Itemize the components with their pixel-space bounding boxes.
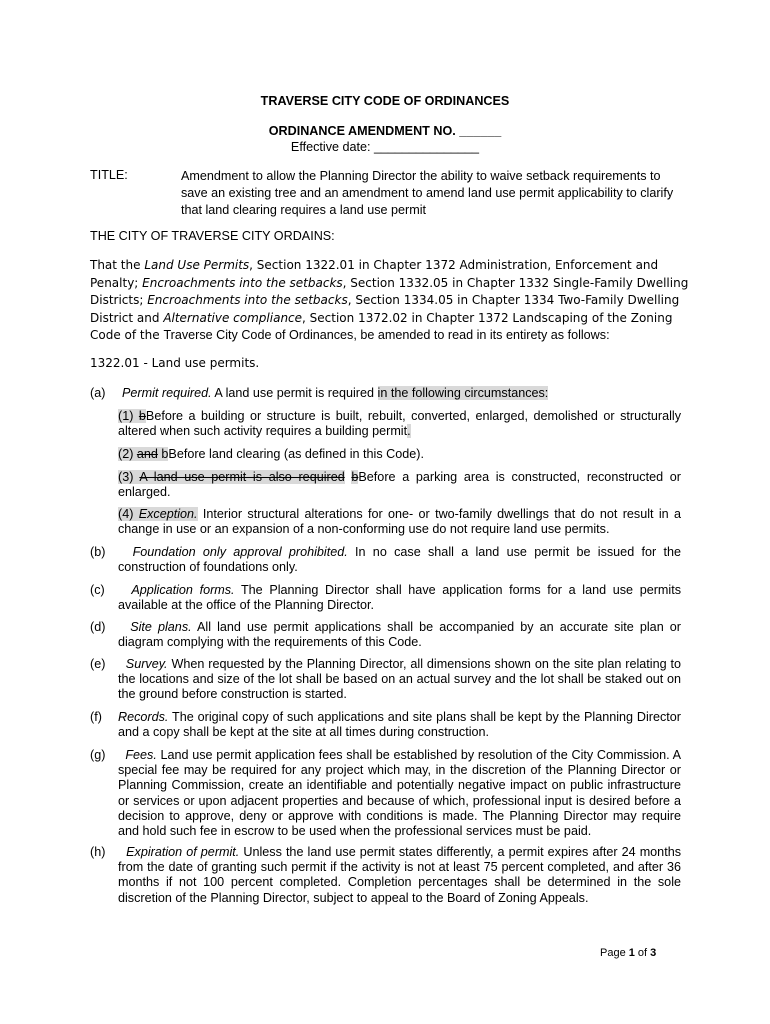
- item-number: (3): [118, 470, 140, 484]
- subsection-body: [118, 845, 681, 906]
- intro-text-1: That the: [90, 258, 145, 272]
- struck-text: b: [138, 409, 146, 423]
- subsection-title: Application forms.: [131, 583, 235, 597]
- highlighted-text: b: [157, 447, 169, 461]
- item-3: [118, 470, 681, 500]
- intro-paragraph: [90, 257, 690, 345]
- page-word: Page: [600, 947, 629, 959]
- item-number: (4): [118, 507, 139, 521]
- intro-text-3: , Section 1332.05 in Chapter 1332 Single-Family Dwelling Districts;: [90, 275, 689, 307]
- intro-italic-1: Land Use Permits: [144, 258, 250, 272]
- subsection-title: Permit required.: [122, 386, 212, 400]
- subsection-letter: (g): [90, 748, 106, 762]
- subsection-text: When requested by the Planning Director, all dimensions shown on the site plan relating to the locations and size of the lot shall be based on an actual survey and the lot shall be staked out on the ground before construction is started.: [118, 657, 682, 702]
- subsection-text: The original copy of such applications and site plans shall be kept by the Planning Director and a copy shall be kept at the site at all times during construction.: [118, 710, 681, 740]
- item-number: (2): [118, 447, 137, 461]
- subsection-text: A land use permit is required: [211, 386, 378, 400]
- item-text: Interior structural alterations for one- or two-family dwellings that do not result in a change in use or an expansion of a non-conforming use do not require land use permits.: [118, 507, 682, 537]
- subsection-title: Expiration of permit.: [126, 845, 240, 859]
- highlighted-text: .: [407, 424, 411, 439]
- subsection-letter: (h): [90, 845, 106, 859]
- subsection-text: In no case shall a land use permit be issued for the construction of foundations only.: [118, 545, 681, 575]
- struck-text: A land use permit is also required: [139, 470, 345, 484]
- subsection-title: Records.: [118, 710, 169, 724]
- subsection-body: [122, 386, 685, 401]
- intro-text-6: Traverse City Code of Ordinances, be amended to read in its entirety as follows:: [163, 328, 610, 342]
- struck-text: b: [351, 470, 359, 484]
- intro-italic-3: Encroachments into the setbacks: [147, 293, 348, 307]
- subsection-text: All land use permit applications shall be accompanied by an accurate site plan or diagram complying with the requirements of this Code.: [118, 620, 681, 650]
- subsection-text: Land use permit application fees shall be established by resolution of the City Commission. A special fee may be required for any project which may, in the discretion of the Planning Director or Planning Commission, create an identifiable and potentially negative impact on public infrastructure or services or upon adjacent properties and because of which, professional input is desired before a decision to approve, deny or approve with conditions is made. The Planning Director may require and hold such fee in escrow to be used when the professional services must be paid.: [118, 748, 681, 839]
- item-4: [118, 507, 681, 537]
- subsection-title: Survey.: [125, 657, 168, 671]
- intro-text-4: , Section 1334.05 in Chapter 1334 Two-Family Dwelling District and: [90, 293, 680, 325]
- of-word: of: [634, 947, 651, 959]
- highlighted-text: in the following circumstances:: [377, 386, 549, 400]
- subsection-letter: (c): [90, 583, 105, 597]
- subsection-letter: (e): [90, 657, 106, 671]
- subsection-letter: (a): [90, 386, 106, 400]
- exception-title: Exception.: [138, 507, 198, 521]
- subsection-body: [118, 748, 681, 839]
- item-2: [118, 447, 681, 462]
- subsection-text: The Planning Director shall have application forms for a land use permits available at the office of the Planning Director.: [118, 583, 681, 613]
- ordains-statement: THE CITY OF TRAVERSE CITY ORDAINS:: [90, 229, 335, 243]
- subsection-body: [118, 710, 681, 740]
- subsection-text: Unless the land use permit states differently, a permit expires after 24 months from the date of granting such permit if the activity is not at least 75 percent completed, and after 36 months if not 100 percent completed. Completion percentages shall be determined in the sole discretion of the Planning Director, subject to appeal to the Board of Zoning Appeals.: [118, 845, 681, 905]
- intro-italic-4: Alternative compliance: [163, 310, 303, 325]
- item-text: Before a building or structure is built, rebuilt, converted, enlarged, demolished or structurally altered when such activity requires a building permit: [118, 409, 682, 439]
- title-label: TITLE:: [90, 168, 128, 182]
- subsection-title: Site plans.: [130, 620, 192, 634]
- subsection-body: [118, 620, 681, 650]
- struck-text: and: [136, 447, 158, 461]
- subsection-title: Fees.: [125, 748, 157, 762]
- subsection-letter: (b): [90, 545, 106, 559]
- intro-text-5: , Section 1372.02 in Chapter 1372 Landscaping of the Zoning Code of the: [90, 310, 673, 342]
- intro-italic-2: Encroachments into the setbacks: [142, 275, 343, 290]
- amendment-number: ORDINANCE AMENDMENT NO. ______: [268, 124, 502, 138]
- subsection-body: [118, 657, 681, 703]
- subsection-body: [118, 545, 681, 575]
- total-pages: 3: [650, 947, 657, 959]
- item-number: (1): [118, 409, 139, 423]
- effective-date: Effective date: _______________: [290, 140, 480, 154]
- code-title: TRAVERSE CITY CODE OF ORDINANCES: [260, 94, 510, 108]
- item-1: [118, 409, 681, 439]
- section-heading: 1322.01 - Land use permits.: [90, 356, 260, 370]
- title-text: Amendment to allow the Planning Director the ability to waive setback requirements to save an existing tree and an amendment to amend land use permit applicability to clarify that land clearing requires a land use permit: [181, 169, 674, 217]
- item-text: Before a parking area is constructed, reconstructed or enlarged.: [118, 470, 681, 500]
- item-text: Before land clearing (as defined in this Code).: [168, 447, 424, 461]
- subsection-body: [118, 583, 681, 613]
- current-page: 1: [628, 947, 635, 959]
- intro-text-2: , Section 1322.01 in Chapter 1372 Administration, Enforcement and Penalty;: [90, 258, 659, 290]
- subsection-letter: (f): [90, 710, 102, 724]
- subsection-letter: (d): [90, 620, 106, 634]
- subsection-title: Foundation only approval prohibited.: [132, 545, 348, 559]
- page-number: [600, 947, 656, 959]
